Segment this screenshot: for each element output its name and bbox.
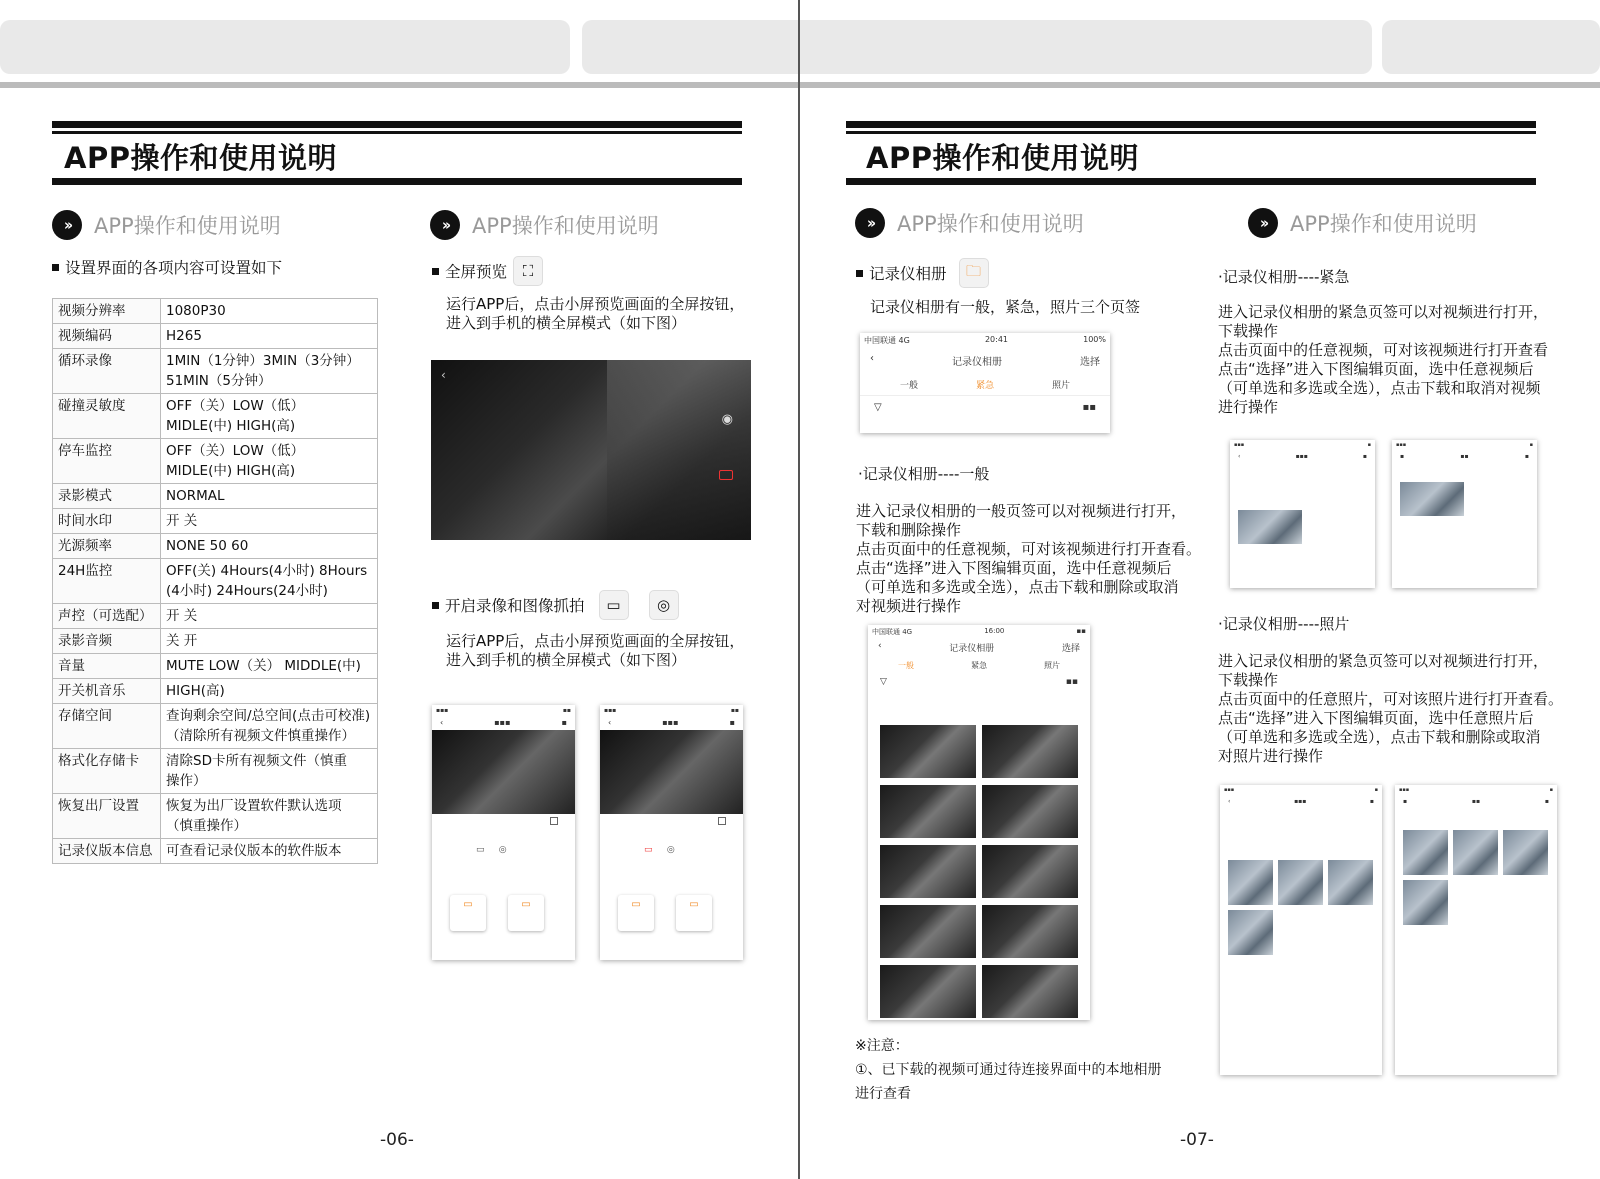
setting-name: 格式化存储卡 xyxy=(53,749,161,794)
setting-value: HIGH(高) xyxy=(161,679,378,704)
header-tab xyxy=(582,20,1372,74)
setting-value: NORMAL xyxy=(161,484,378,509)
section-title: APP操作和使用说明 xyxy=(897,212,1084,236)
section-header xyxy=(1248,208,1477,238)
setting-name: 声控（可选配） xyxy=(53,604,161,629)
folder-icon: 🗀 xyxy=(959,258,989,288)
table-row xyxy=(53,439,378,484)
section-header xyxy=(430,210,659,240)
double-chevron-icon: ›› xyxy=(430,210,460,240)
setting-value: 可查看记录仪版本的软件版本 xyxy=(161,839,378,864)
table-row xyxy=(53,559,378,604)
camera-icon: ◎ xyxy=(649,590,679,620)
setting-name: 时间水印 xyxy=(53,509,161,534)
table-row xyxy=(53,629,378,654)
note-line-2: 进行查看 xyxy=(855,1086,911,1102)
table-row xyxy=(53,394,378,439)
landscape-preview-image xyxy=(431,360,751,540)
phone-screenshot-urgent-1: ▪▪▪ ▪ ‹ ▪▪▪ ▪ xyxy=(1230,440,1375,588)
record-icon xyxy=(719,470,733,480)
title-rule-bottom xyxy=(52,178,742,185)
setting-value: 恢复为出厂设置软件默认选项 （慎重操作） xyxy=(161,794,378,839)
section-header xyxy=(52,210,281,240)
setting-name: 碰撞灵敏度 xyxy=(53,394,161,439)
header-tab xyxy=(0,20,570,74)
table-row xyxy=(53,749,378,794)
heading-photo: ·记录仪相册----照片 xyxy=(1218,615,1350,633)
setting-value: 关 开 xyxy=(161,629,378,654)
double-chevron-icon: ›› xyxy=(1248,208,1278,238)
setting-value: OFF(关) 4Hours(4小时) 8Hours (4小时) 24Hours(24小时) xyxy=(161,559,378,604)
page-title: APP操作和使用说明 xyxy=(866,141,1139,175)
setting-value: OFF（关）LOW（低） MIDLE(中) HIGH(高) xyxy=(161,439,378,484)
setting-name: 视频编码 xyxy=(53,324,161,349)
setting-value: 开 关 xyxy=(161,604,378,629)
note-title: ※注意： xyxy=(855,1038,909,1054)
fullscreen-icon: ⛶ xyxy=(513,256,543,286)
bullet-fullscreen: 全屏预览 ⛶ xyxy=(432,256,543,286)
page-number: -06- xyxy=(380,1130,414,1150)
table-row xyxy=(53,654,378,679)
table-row xyxy=(53,349,378,394)
phone-screenshot-photo-2: ▪▪▪ ▪ ▪ ▪▪ ▪ xyxy=(1395,785,1557,1075)
setting-value: 1080P30 xyxy=(161,299,378,324)
table-row xyxy=(53,604,378,629)
note-line-1: ①、已下载的视频可通过待连接界面中的本地相册 xyxy=(855,1062,1162,1078)
para-record: 运行APP后，点击小屏预览画面的全屏按钮， 进入到手机的横全屏模式（如下图） xyxy=(446,632,745,669)
setting-name: 录影音频 xyxy=(53,629,161,654)
camera-icon: ◉ xyxy=(721,412,733,427)
para-fullscreen: 运行APP后，点击小屏预览画面的全屏按钮， 进入到手机的横全屏模式（如下图） xyxy=(446,295,745,332)
para-normal: 进入记录仪相册的一般页签可以对视频进行打开， 下载和删除操作 点击页面中的任意视频，可对该视频进行打开查看。 点击“选择”进入下图编辑页面，选中任意视频后 （可单选和多选或全选），点击下载和删除或取消 对视频进行操作 xyxy=(856,502,1202,615)
bullet-settings: 设置界面的各项内容可设置如下 xyxy=(52,256,282,278)
table-row xyxy=(53,324,378,349)
title-rule-top-thin xyxy=(52,131,742,134)
table-row xyxy=(53,679,378,704)
title-rule-top-thin xyxy=(846,131,1536,134)
setting-value: 1MIN（1分钟）3MIN（3分钟） 51MIN（5分钟） xyxy=(161,349,378,394)
table-row xyxy=(53,509,378,534)
phone-screenshot-album-grid: 中国联通 4G 16:00 ▪▪ ‹ 记录仪相册 选择 一般 紧急 照片 ▽ ▪▪ xyxy=(868,625,1090,1020)
bullet-record: 开启录像和图像抓拍 ▭ ◎ xyxy=(432,590,679,620)
para-urgent: 进入记录仪相册的紧急页签可以对视频进行打开， 下载操作 点击页面中的任意视频，可对该视频进行打开查看 点击“选择”进入下图编辑页面，选中任意视频后 （可单选和多选或全选），点击下载和取消对视频 进行操作 xyxy=(1218,303,1549,416)
heading-urgent: ·记录仪相册----紧急 xyxy=(1218,268,1350,286)
title-rule-bottom xyxy=(846,178,1536,185)
section-header xyxy=(855,208,1084,238)
video-icon: ▭ xyxy=(599,590,629,620)
title-rule-top xyxy=(846,121,1536,128)
top-rule xyxy=(0,82,1600,88)
page-title: APP操作和使用说明 xyxy=(64,141,337,175)
setting-name: 记录仪版本信息 xyxy=(53,839,161,864)
page-spine xyxy=(798,0,800,1179)
header-tab xyxy=(1382,20,1600,74)
table-row xyxy=(53,299,378,324)
section-title: APP操作和使用说明 xyxy=(1290,212,1477,236)
setting-value: OFF（关）LOW（低） MIDLE(中) HIGH(高) xyxy=(161,394,378,439)
setting-name: 录影模式 xyxy=(53,484,161,509)
phone-screenshot-recording: ▪▪▪ ▪▪ ‹ ▪▪▪ ▪ ▭ ◎ ▭ ▭ xyxy=(600,705,743,960)
setting-name: 停车监控 xyxy=(53,439,161,484)
section-title: APP操作和使用说明 xyxy=(472,214,659,238)
para-album: 记录仪相册有一般，紧急，照片三个页签 xyxy=(870,298,1141,316)
setting-name: 光源频率 xyxy=(53,534,161,559)
table-row xyxy=(53,704,378,749)
table-row xyxy=(53,794,378,839)
setting-name: 循环录像 xyxy=(53,349,161,394)
phone-screenshot-urgent-2: ▪▪▪ ▪ ▪ ▪▪ ▪ xyxy=(1392,440,1537,588)
setting-value: MUTE LOW（关） MIDDLE(中) xyxy=(161,654,378,679)
setting-value: 开 关 xyxy=(161,509,378,534)
heading-normal: ·记录仪相册----一般 xyxy=(858,465,990,483)
double-chevron-icon: ›› xyxy=(52,210,82,240)
setting-value: H265 xyxy=(161,324,378,349)
page-number: -07- xyxy=(1180,1130,1214,1150)
setting-name: 24H监控 xyxy=(53,559,161,604)
bullet-album: 记录仪相册 🗀 xyxy=(856,258,989,288)
section-title: APP操作和使用说明 xyxy=(94,214,281,238)
settings-table xyxy=(52,298,378,864)
setting-name: 音量 xyxy=(53,654,161,679)
double-chevron-icon: ›› xyxy=(855,208,885,238)
para-photo: 进入记录仪相册的紧急页签可以对视频进行打开， 下载操作 点击页面中的任意照片，可对该照片进行打开查看。 点击“选择”进入下图编辑页面，选中任意照片后 （可单选和多选或全选），点击下载和删除或取消 对照片进行操作 xyxy=(1218,652,1564,765)
table-row xyxy=(53,484,378,509)
phone-screenshot-preview: ▪▪▪ ▪▪ ‹ ▪▪▪ ▪ ▭ ◎ ▭ ▭ xyxy=(432,705,575,960)
title-rule-top xyxy=(52,121,742,128)
setting-value: 查询剩余空间/总空间(点击可校准) （清除所有视频文件慎重操作） xyxy=(161,704,378,749)
phone-screenshot-photo-1: ▪▪▪ ▪ ‹ ▪▪▪ ▪ xyxy=(1220,785,1382,1075)
setting-value: 清除SD卡所有视频文件（慎重 操作） xyxy=(161,749,378,794)
setting-name: 视频分辨率 xyxy=(53,299,161,324)
table-row xyxy=(53,839,378,864)
setting-name: 存储空间 xyxy=(53,704,161,749)
setting-name: 恢复出厂设置 xyxy=(53,794,161,839)
back-icon: ‹ xyxy=(441,368,446,382)
phone-screenshot-album-header: 中国联通 4G 20:41 100% ‹ 记录仪相册 选择 一般 紧急 照片 ▽ ▪▪ xyxy=(860,333,1110,433)
setting-name: 开关机音乐 xyxy=(53,679,161,704)
table-row xyxy=(53,534,378,559)
setting-value: NONE 50 60 xyxy=(161,534,378,559)
